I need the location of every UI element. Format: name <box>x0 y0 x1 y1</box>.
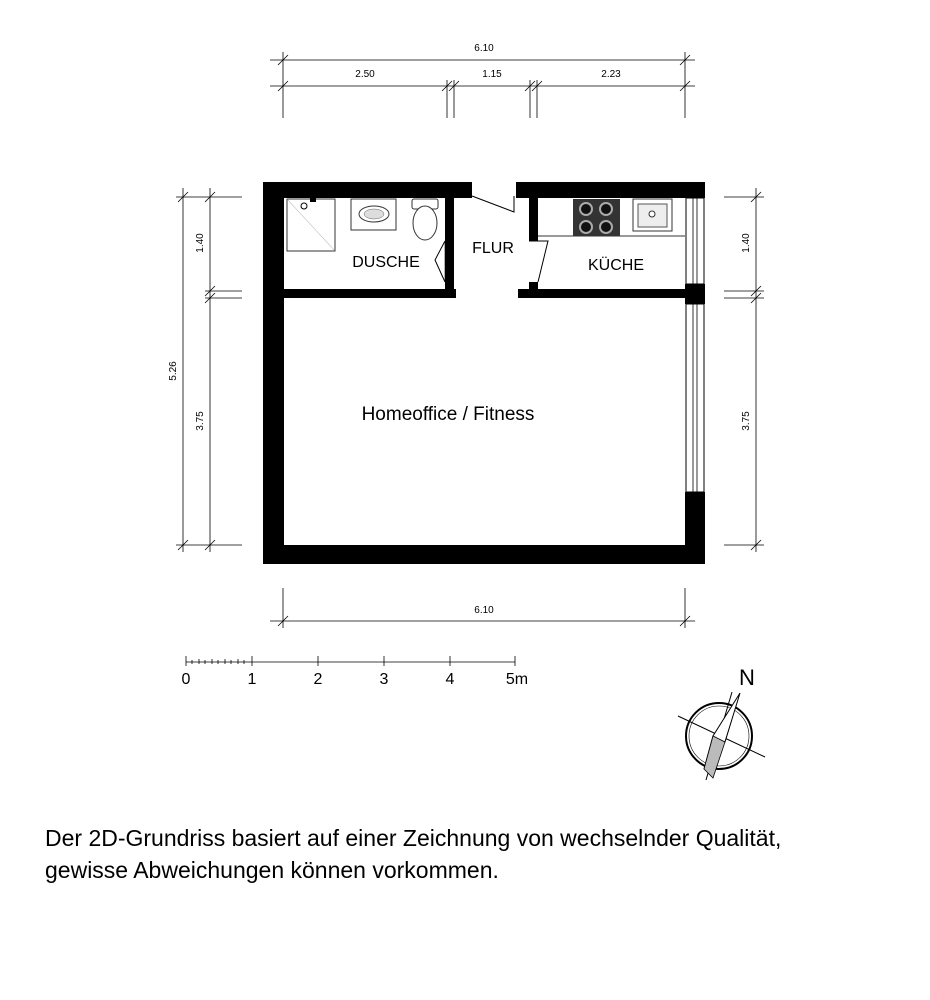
top-segment-dimension: 1.15 <box>482 69 502 80</box>
bottom-total-dimension: 6.10 <box>474 605 494 616</box>
room-label-kueche: KÜCHE <box>587 257 645 274</box>
kitchen-sink <box>633 199 672 231</box>
washbasin <box>351 199 396 230</box>
disclaimer-line: gewisse Abweichungen können vorkommen. <box>45 857 499 883</box>
east-windows <box>686 198 704 492</box>
north-arrow-icon <box>678 665 765 780</box>
right-segment-dimension: 3.75 <box>741 411 752 431</box>
left-total-dimension: 5.26 <box>168 361 179 381</box>
scale-label: 1 <box>247 671 257 688</box>
scale-label: 4 <box>445 671 455 688</box>
right-segment-dimension: 1.40 <box>741 233 752 253</box>
north-label: N <box>739 665 755 690</box>
shower-tray <box>287 198 335 251</box>
scale-label: 2 <box>313 671 323 688</box>
scale-label: 0 <box>181 671 191 688</box>
top-dimension-chain <box>270 43 695 118</box>
right-dimension-chain <box>724 188 764 552</box>
left-segment-dimension: 1.40 <box>195 233 206 253</box>
scale-label: 5m <box>505 671 529 688</box>
entrance-door <box>472 182 516 212</box>
bottom-dimension-chain <box>270 588 695 628</box>
disclaimer-text <box>45 822 905 886</box>
room-label-dusche: DUSCHE <box>352 254 420 271</box>
left-dimension-chain <box>168 188 242 552</box>
scale-bar <box>182 656 529 688</box>
kitchen-door <box>529 241 548 282</box>
stove <box>573 199 620 236</box>
disclaimer-line: Der 2D-Grundriss basiert auf einer Zeichnung von wechselnder Qualität, <box>45 825 782 851</box>
left-segment-dimension: 3.75 <box>195 411 206 431</box>
top-segment-dimension: 2.23 <box>601 69 621 80</box>
room-label-flur: FLUR <box>472 240 514 257</box>
toilet <box>412 199 438 240</box>
bathroom-door <box>435 241 445 282</box>
top-segment-dimension: 2.50 <box>355 69 375 80</box>
scale-label: 3 <box>379 671 389 688</box>
room-label-homeoffice: Homeoffice / Fitness <box>361 404 535 425</box>
top-total-dimension: 6.10 <box>474 43 494 54</box>
